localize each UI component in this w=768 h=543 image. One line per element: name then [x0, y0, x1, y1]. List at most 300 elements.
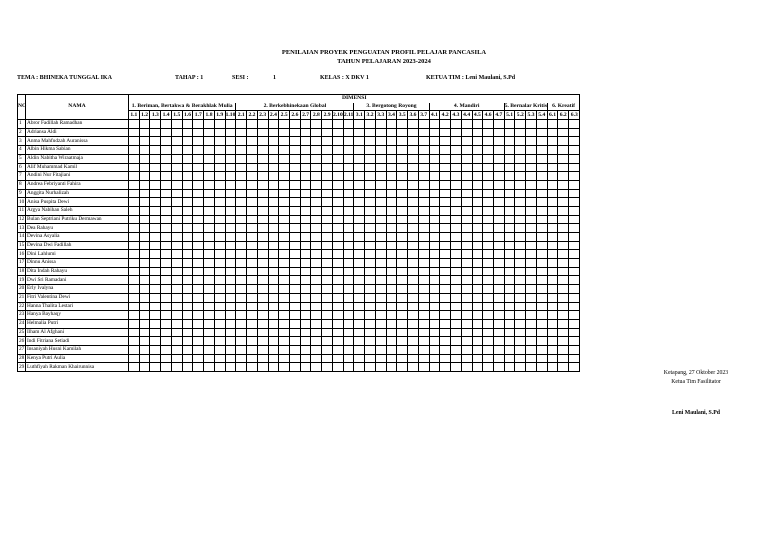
score-cell [418, 180, 429, 189]
score-cell [139, 137, 150, 146]
score-cell [247, 154, 258, 163]
score-cell [408, 302, 419, 311]
score-cell [365, 120, 376, 129]
score-cell [547, 120, 558, 129]
score-cell [483, 250, 494, 259]
score-cell [236, 285, 247, 294]
subdimension-header: 5.4 [538, 111, 546, 118]
score-cell [214, 241, 225, 250]
score-cell [408, 206, 419, 215]
no-header: NO [18, 95, 26, 120]
score-cell [290, 154, 301, 163]
score-cell [461, 276, 472, 285]
score-cell [375, 345, 386, 354]
score-cell [247, 146, 258, 155]
score-cell [569, 345, 580, 354]
score-cell [558, 276, 569, 285]
score-cell [161, 137, 172, 146]
score-cell [493, 128, 504, 137]
score-cell [214, 354, 225, 363]
score-cell [300, 285, 311, 294]
score-cell [204, 146, 215, 155]
score-cell [418, 328, 429, 337]
score-cell [193, 354, 204, 363]
score-cell [171, 128, 182, 137]
score-cell [397, 354, 408, 363]
score-cell [161, 198, 172, 207]
score-cell [332, 198, 343, 207]
score-cell [225, 345, 236, 354]
subdimension-header: 4.4 [463, 111, 471, 118]
score-cell [268, 354, 279, 363]
score-cell [365, 345, 376, 354]
score-cell [354, 276, 365, 285]
score-cell [332, 172, 343, 181]
score-cell [429, 137, 440, 146]
student-row [18, 319, 580, 328]
score-cell [558, 285, 569, 294]
subdimension-header: 3.5 [398, 111, 406, 118]
score-cell [569, 198, 580, 207]
score-cell [526, 215, 537, 224]
score-cell [322, 267, 333, 276]
score-cell [193, 293, 204, 302]
score-cell [547, 198, 558, 207]
score-cell [171, 345, 182, 354]
score-cell [526, 128, 537, 137]
score-cell [225, 363, 236, 372]
score-cell [300, 215, 311, 224]
score-cell [397, 233, 408, 242]
score-cell [171, 354, 182, 363]
score-cell [418, 206, 429, 215]
score-cell [472, 319, 483, 328]
score-cell [472, 198, 483, 207]
score-cell [129, 206, 140, 215]
score-cell [268, 137, 279, 146]
score-cell [386, 189, 397, 198]
score-cell [397, 206, 408, 215]
score-cell [279, 163, 290, 172]
score-cell [440, 276, 451, 285]
score-cell [569, 172, 580, 181]
score-cell [193, 233, 204, 242]
score-cell [375, 180, 386, 189]
student-name: Andini Nur Fitajiani [26, 172, 129, 181]
score-cell [171, 311, 182, 320]
subdimension-header: 2.11 [343, 111, 354, 118]
score-cell [483, 154, 494, 163]
score-cell [268, 120, 279, 129]
score-cell [236, 233, 247, 242]
score-cell [429, 319, 440, 328]
score-cell [322, 137, 333, 146]
score-cell [536, 154, 547, 163]
score-cell [526, 241, 537, 250]
score-cell [569, 154, 580, 163]
score-cell [268, 241, 279, 250]
score-cell [418, 267, 429, 276]
score-cell [440, 337, 451, 346]
score-cell [526, 172, 537, 181]
subdimension-header: 4.3 [452, 111, 460, 118]
score-cell [375, 293, 386, 302]
score-cell [300, 154, 311, 163]
score-cell [129, 285, 140, 294]
score-cell [429, 345, 440, 354]
score-cell [129, 250, 140, 259]
score-cell [365, 337, 376, 346]
student-row [18, 198, 580, 207]
score-cell [558, 163, 569, 172]
score-cell [365, 293, 376, 302]
score-cell [547, 215, 558, 224]
student-row [18, 354, 580, 363]
score-cell [526, 276, 537, 285]
score-cell [182, 337, 193, 346]
score-cell [204, 285, 215, 294]
score-cell [290, 137, 301, 146]
score-cell [365, 224, 376, 233]
score-cell [504, 189, 515, 198]
score-cell [161, 259, 172, 268]
score-cell [386, 137, 397, 146]
score-cell [386, 363, 397, 372]
subdimension-header: 1.8 [205, 111, 213, 118]
score-cell [257, 206, 268, 215]
score-cell [397, 293, 408, 302]
score-cell [440, 206, 451, 215]
score-cell [247, 319, 258, 328]
score-cell [472, 146, 483, 155]
student-row [18, 137, 580, 146]
score-cell [451, 128, 462, 137]
score-cell [418, 285, 429, 294]
score-cell [236, 163, 247, 172]
score-cell [547, 250, 558, 259]
score-cell [440, 311, 451, 320]
score-cell [386, 198, 397, 207]
score-cell [247, 128, 258, 137]
score-cell [311, 154, 322, 163]
score-cell [322, 345, 333, 354]
score-cell [526, 328, 537, 337]
score-cell [236, 345, 247, 354]
score-cell [182, 137, 193, 146]
score-cell [526, 354, 537, 363]
score-cell [332, 241, 343, 250]
score-cell [354, 337, 365, 346]
score-cell [311, 337, 322, 346]
score-cell [161, 189, 172, 198]
score-cell [483, 345, 494, 354]
document-title: PENILAIAN PROYEK PENGUATAN PROFIL PELAJAR PANCASILA [281, 49, 487, 56]
score-cell [268, 189, 279, 198]
score-cell [547, 154, 558, 163]
score-cell [472, 120, 483, 129]
score-cell [290, 146, 301, 155]
score-cell [408, 319, 419, 328]
score-cell [429, 198, 440, 207]
score-cell [397, 180, 408, 189]
score-cell [300, 337, 311, 346]
score-cell [493, 250, 504, 259]
score-cell [354, 146, 365, 155]
score-cell [343, 206, 354, 215]
score-cell [558, 241, 569, 250]
score-cell [268, 180, 279, 189]
score-cell [257, 276, 268, 285]
score-cell [536, 311, 547, 320]
score-cell [139, 189, 150, 198]
score-cell [161, 180, 172, 189]
score-cell [311, 128, 322, 137]
subdimension-header: 1.3 [151, 111, 159, 118]
score-cell [193, 267, 204, 276]
score-cell [515, 328, 526, 337]
student-name: Helmalia Putri [26, 319, 129, 328]
score-cell [375, 363, 386, 372]
score-cell [279, 241, 290, 250]
score-cell [236, 224, 247, 233]
score-cell [193, 206, 204, 215]
score-cell [375, 276, 386, 285]
score-cell [343, 319, 354, 328]
score-cell [451, 319, 462, 328]
score-cell [397, 363, 408, 372]
score-cell [558, 198, 569, 207]
score-cell [139, 259, 150, 268]
score-cell [182, 215, 193, 224]
score-cell [322, 285, 333, 294]
score-cell [461, 154, 472, 163]
score-cell [290, 337, 301, 346]
score-cell [247, 311, 258, 320]
score-cell [236, 172, 247, 181]
student-row [18, 250, 580, 259]
score-cell [483, 172, 494, 181]
score-cell [129, 120, 140, 129]
student-row [18, 189, 580, 198]
score-cell [547, 319, 558, 328]
student-name: Luthfiyah Rakman Khairunnisa [26, 363, 129, 372]
score-cell [408, 354, 419, 363]
score-cell [257, 137, 268, 146]
subdimension-header: 3.1 [355, 111, 363, 118]
score-cell [214, 224, 225, 233]
score-cell [311, 302, 322, 311]
score-cell [547, 172, 558, 181]
score-cell [569, 180, 580, 189]
score-cell [150, 172, 161, 181]
score-cell [397, 328, 408, 337]
score-cell [139, 154, 150, 163]
score-cell [150, 259, 161, 268]
score-cell [472, 285, 483, 294]
score-cell [493, 311, 504, 320]
score-cell [408, 146, 419, 155]
score-cell [375, 311, 386, 320]
score-cell [161, 241, 172, 250]
score-cell [569, 259, 580, 268]
score-cell [150, 363, 161, 372]
score-cell [429, 224, 440, 233]
score-cell [236, 328, 247, 337]
score-cell [332, 276, 343, 285]
score-cell [322, 198, 333, 207]
score-cell [386, 285, 397, 294]
score-cell [129, 172, 140, 181]
score-cell [300, 206, 311, 215]
score-cell [257, 311, 268, 320]
score-cell [354, 189, 365, 198]
score-cell [451, 137, 462, 146]
score-cell [311, 319, 322, 328]
score-cell [311, 137, 322, 146]
score-cell [504, 146, 515, 155]
score-cell [279, 189, 290, 198]
score-cell [225, 293, 236, 302]
score-cell [526, 233, 537, 242]
score-cell [171, 120, 182, 129]
meta-sesi-label: SESI : [232, 75, 249, 81]
signature-role: Ketua Tim Fasilitator [671, 379, 721, 385]
score-cell [225, 189, 236, 198]
score-cell [547, 137, 558, 146]
score-cell [139, 215, 150, 224]
score-cell [493, 267, 504, 276]
score-cell [440, 163, 451, 172]
score-cell [161, 293, 172, 302]
score-cell [236, 120, 247, 129]
score-cell [171, 267, 182, 276]
score-cell [332, 224, 343, 233]
score-cell [268, 250, 279, 259]
score-cell [161, 128, 172, 137]
score-cell [461, 198, 472, 207]
score-cell [193, 137, 204, 146]
score-cell [493, 120, 504, 129]
score-cell [193, 241, 204, 250]
score-cell [150, 198, 161, 207]
score-cell [429, 206, 440, 215]
score-cell [268, 146, 279, 155]
subdimension-header: 2.2 [248, 111, 256, 118]
score-cell [493, 215, 504, 224]
score-cell [515, 337, 526, 346]
score-cell [257, 172, 268, 181]
score-cell [408, 285, 419, 294]
student-name: Anggita Nurhalizah [26, 189, 129, 198]
score-cell [225, 120, 236, 129]
score-cell [290, 354, 301, 363]
score-cell [150, 345, 161, 354]
score-cell [279, 128, 290, 137]
student-name: Erly Ivalyna [26, 285, 129, 294]
score-cell [300, 328, 311, 337]
student-name: Andrea Febriyanti Fahira [26, 180, 129, 189]
score-cell [483, 128, 494, 137]
score-cell [139, 267, 150, 276]
score-cell [451, 189, 462, 198]
score-cell [536, 120, 547, 129]
score-cell [418, 233, 429, 242]
score-cell [515, 128, 526, 137]
score-cell [139, 311, 150, 320]
score-cell [139, 172, 150, 181]
score-cell [397, 172, 408, 181]
score-cell [193, 154, 204, 163]
score-cell [139, 285, 150, 294]
subdimension-header: 4.5 [473, 111, 481, 118]
score-cell [225, 163, 236, 172]
score-cell [343, 163, 354, 172]
score-cell [365, 311, 376, 320]
score-cell [236, 198, 247, 207]
score-cell [440, 180, 451, 189]
score-cell [440, 319, 451, 328]
score-cell [440, 215, 451, 224]
score-cell [418, 276, 429, 285]
score-cell [461, 363, 472, 372]
student-row [18, 293, 580, 302]
score-cell [493, 172, 504, 181]
score-cell [268, 319, 279, 328]
score-cell [204, 363, 215, 372]
score-cell [332, 206, 343, 215]
score-cell [429, 189, 440, 198]
score-cell [290, 345, 301, 354]
score-cell [418, 146, 429, 155]
score-cell [171, 363, 182, 372]
score-cell [150, 311, 161, 320]
score-cell [311, 285, 322, 294]
score-cell [182, 198, 193, 207]
score-cell [300, 276, 311, 285]
score-cell [182, 293, 193, 302]
score-cell [408, 363, 419, 372]
score-cell [150, 233, 161, 242]
score-cell [322, 293, 333, 302]
score-cell [332, 120, 343, 129]
score-cell [461, 285, 472, 294]
score-cell [493, 328, 504, 337]
student-no: 27 [19, 346, 25, 353]
score-cell [161, 302, 172, 311]
score-cell [311, 311, 322, 320]
score-cell [451, 276, 462, 285]
score-cell [461, 319, 472, 328]
score-cell [515, 189, 526, 198]
score-cell [472, 328, 483, 337]
score-cell [515, 276, 526, 285]
subdimension-header: 2.8 [312, 111, 320, 118]
score-cell [268, 215, 279, 224]
score-cell [558, 363, 569, 372]
score-cell [129, 302, 140, 311]
score-cell [193, 250, 204, 259]
score-cell [547, 285, 558, 294]
score-cell [214, 215, 225, 224]
score-cell [451, 285, 462, 294]
score-cell [418, 363, 429, 372]
score-cell [236, 154, 247, 163]
score-cell [547, 302, 558, 311]
score-cell [236, 241, 247, 250]
score-cell [375, 267, 386, 276]
dimension-header: 5. Bernalar Kritis [504, 102, 548, 109]
score-cell [129, 337, 140, 346]
